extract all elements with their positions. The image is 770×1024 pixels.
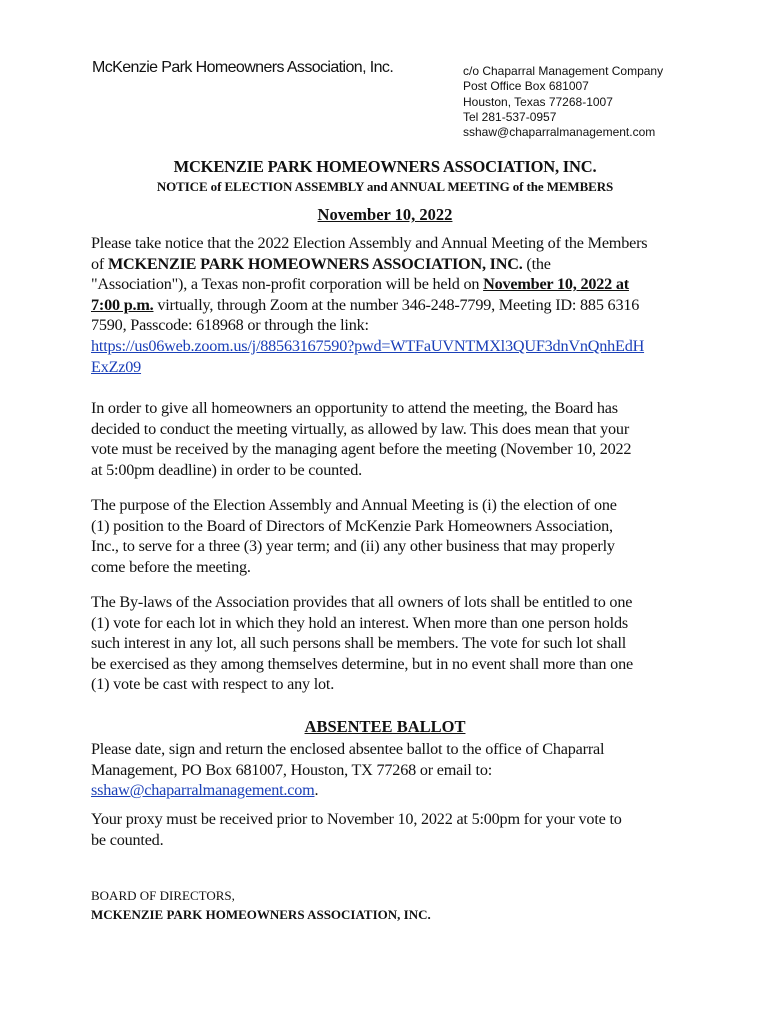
paragraph-line: Management, PO Box 681007, Houston, TX 77268 or email to:	[91, 760, 493, 779]
notice-line	[91, 295, 691, 316]
notice-text: (the	[522, 254, 551, 273]
period: .	[314, 781, 319, 800]
paragraph-line: Your proxy must be received prior to November 10, 2022 at 5:00pm for your vote to	[91, 810, 622, 828]
zoom-link-line[interactable]	[91, 357, 691, 378]
signoff-line: MCKENZIE PARK HOMEOWNERS ASSOCIATION, INC.	[91, 907, 431, 922]
virtual-meeting-paragraph	[91, 398, 691, 480]
paragraph-line: The By-laws of the Association provides that all owners of lots shall be entitled to one	[91, 593, 633, 611]
paragraph-line: The purpose of the Election Assembly and Annual Meeting is (i) the election of one	[91, 496, 617, 514]
paragraph-line: come before the meeting.	[91, 557, 251, 576]
purpose-paragraph	[91, 495, 691, 577]
address-line: c/o Chaparral Management Company	[463, 64, 664, 78]
bylaws-paragraph	[91, 592, 691, 695]
notice-line	[91, 274, 691, 295]
notice-line	[91, 254, 691, 275]
meeting-datetime-bold: November 10, 2022 at	[483, 275, 629, 294]
zoom-link-line[interactable]	[91, 336, 691, 357]
meeting-date-heading: November 10, 2022	[317, 205, 453, 224]
notice-paragraph	[91, 233, 691, 377]
address-line: Houston, Texas 77268-1007	[463, 94, 613, 109]
meeting-time-bold: 7:00 p.m.	[91, 295, 154, 314]
management-address-block	[463, 64, 663, 140]
paragraph-line: such interest in any lot, all such persons shall be members. The vote for such lot shall	[91, 634, 627, 653]
notice-text: virtually, through Zoom at the number 346-248-7799, Meeting ID: 885 6316	[153, 295, 640, 314]
association-name-bold: MCKENZIE PARK HOMEOWNERS ASSOCIATION, INC.	[107, 254, 523, 273]
email-line[interactable]	[91, 780, 691, 801]
address-line: Post Office Box 681007	[463, 79, 589, 94]
paragraph-line: (1) position to the Board of Directors of McKenzie Park Homeowners Association,	[91, 516, 613, 535]
document-subtitle: NOTICE of ELECTION ASSEMBLY and ANNUAL MEETING of the MEMBERS	[156, 179, 614, 194]
address-email: sshaw@chaparralmanagement.com	[463, 125, 656, 140]
notice-line: Please take notice that the 2022 Election Assembly and Annual Meeting of the Members	[91, 234, 648, 252]
paragraph-line: Inc., to serve for a three (3) year term; and (ii) any other business that may properly	[91, 537, 615, 556]
zoom-link[interactable]: ExZz09	[91, 357, 142, 376]
paragraph-line: at 5:00pm deadline) in order to be counted.	[91, 460, 362, 479]
paragraph-line: Please date, sign and return the enclosed absentee ballot to the office of Chaparral	[91, 740, 605, 758]
paragraph-line: decided to conduct the meeting virtually, as allowed by law. This does mean that your	[91, 419, 630, 438]
signoff-line: BOARD OF DIRECTORS,	[91, 888, 235, 903]
paragraph-line: (1) vote be cast with respect to any lot.	[91, 675, 335, 694]
proxy-paragraph	[91, 809, 691, 850]
address-line: Tel 281-537-0957	[463, 109, 557, 124]
zoom-link[interactable]: https://us06web.zoom.us/j/88563167590?pwd=WTFaUVNTMXl3QUF3dnVnQnhEdH	[91, 336, 645, 355]
document-title: MCKENZIE PARK HOMEOWNERS ASSOCIATION, INC.	[173, 157, 597, 176]
paragraph-line: (1) vote for each lot in which they hold an interest. When more than one person holds	[91, 613, 628, 632]
absentee-ballot-heading: ABSENTEE BALLOT	[304, 717, 466, 736]
paragraph-line: vote must be received by the managing agent before the meeting (November 10, 2022	[91, 440, 632, 459]
notice-line: 7590, Passcode: 618968 or through the link:	[91, 316, 369, 335]
paragraph-line: In order to give all homeowners an opportunity to attend the meeting, the Board has	[91, 399, 618, 417]
paragraph-line: be counted.	[91, 830, 164, 849]
paragraph-line: be exercised as they among themselves determine, but in no event shall more than one	[91, 654, 633, 673]
signoff-block	[91, 886, 431, 924]
ballot-instructions	[91, 739, 691, 801]
email-link[interactable]: sshaw@chaparralmanagement.com	[91, 781, 315, 800]
notice-text: of	[91, 254, 108, 273]
header-association-name: McKenzie Park Homeowners Association, Inc.	[92, 59, 394, 76]
notice-text: "Association"), a Texas non-profit corporation will be held on	[91, 275, 484, 294]
